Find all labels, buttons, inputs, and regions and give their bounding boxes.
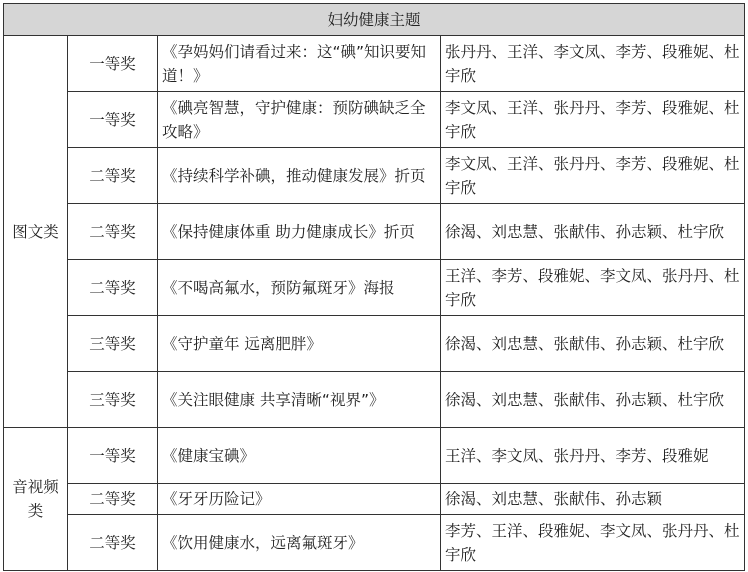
rank-cell: 三等奖: [68, 316, 158, 372]
rank-cell: 二等奖: [68, 484, 158, 515]
table-row: [4, 36, 745, 92]
table-row: [4, 92, 745, 148]
rank-cell: 一等奖: [68, 428, 158, 484]
table-row: [4, 316, 745, 372]
work-title-cell: 《饮用健康水，远离氟斑牙》: [158, 515, 441, 571]
work-title-cell: 《守护童年 远离肥胖》: [158, 316, 441, 372]
authors-cell: 徐渴、刘忠慧、张献伟、孙志颖、杜宇欣: [441, 316, 745, 372]
work-title-cell: 《保持健康体重 助力健康成长》折页: [158, 204, 441, 260]
rank-cell: 二等奖: [68, 204, 158, 260]
authors-cell: 张丹丹、王洋、李文凤、李芳、段雅妮、杜宇欣: [441, 36, 745, 92]
rank-cell: 三等奖: [68, 372, 158, 428]
table-row: [4, 428, 745, 484]
rank-cell: 一等奖: [68, 92, 158, 148]
table-row: [4, 484, 745, 515]
work-title-cell: 《牙牙历险记》: [158, 484, 441, 515]
table-row: [4, 260, 745, 316]
category-cell: 图文类: [4, 36, 68, 428]
rank-cell: 二等奖: [68, 515, 158, 571]
table-row: [4, 515, 745, 571]
authors-cell: 李芳、王洋、段雅妮、李文凤、张丹丹、杜宇欣: [441, 515, 745, 571]
table-title-row: [4, 4, 745, 36]
award-document: [3, 3, 745, 571]
table-title: 妇幼健康主题: [4, 4, 745, 36]
authors-cell: 李文凤、王洋、张丹丹、李芳、段雅妮、杜宇欣: [441, 148, 745, 204]
table-row: [4, 204, 745, 260]
award-table: [3, 3, 745, 571]
authors-cell: 王洋、李文凤、张丹丹、李芳、段雅妮: [441, 428, 745, 484]
rank-cell: 二等奖: [68, 148, 158, 204]
authors-cell: 李文凤、王洋、张丹丹、李芳、段雅妮、杜宇欣: [441, 92, 745, 148]
work-title-cell: 《持续科学补碘，推动健康发展》折页: [158, 148, 441, 204]
rank-cell: 二等奖: [68, 260, 158, 316]
authors-cell: 徐渴、刘忠慧、张献伟、孙志颖、杜宇欣: [441, 204, 745, 260]
table-row: [4, 372, 745, 428]
work-title-cell: 《关注眼健康 共享清晰“视界”》: [158, 372, 441, 428]
category-cell: 音视频类: [4, 428, 68, 571]
authors-cell: 王洋、李芳、段雅妮、李文凤、张丹丹、杜宇欣: [441, 260, 745, 316]
work-title-cell: 《不喝高氟水，预防氟斑牙》海报: [158, 260, 441, 316]
authors-cell: 徐渴、刘忠慧、张献伟、孙志颖: [441, 484, 745, 515]
authors-cell: 徐渴、刘忠慧、张献伟、孙志颖、杜宇欣: [441, 372, 745, 428]
work-title-cell: 《碘亮智慧，守护健康：预防碘缺乏全攻略》: [158, 92, 441, 148]
work-title-cell: 《孕妈妈们请看过来：这“碘”知识要知道！》: [158, 36, 441, 92]
rank-cell: 一等奖: [68, 36, 158, 92]
table-row: [4, 148, 745, 204]
work-title-cell: 《健康宝碘》: [158, 428, 441, 484]
